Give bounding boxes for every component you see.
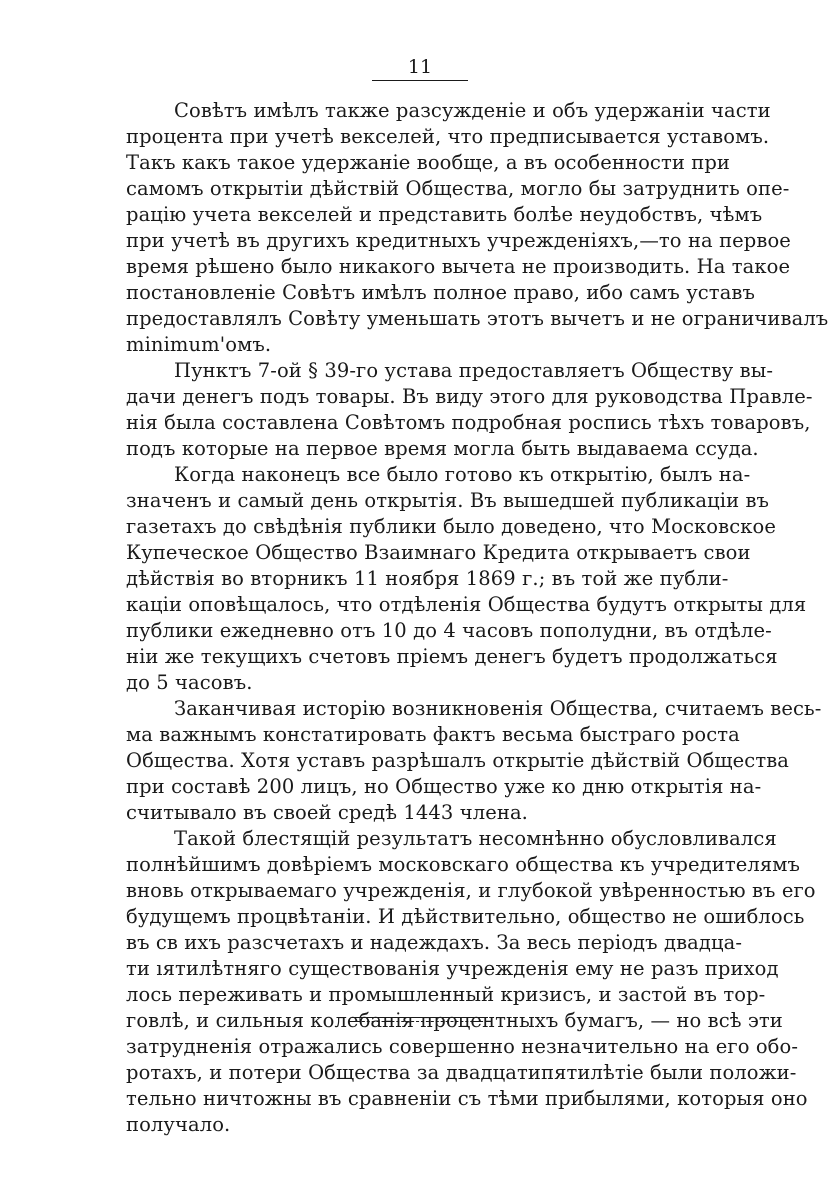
text-line: дѣйствія во вторникъ 11 ноября 1869 г.; въ той же публи- <box>126 567 729 590</box>
text-line: Заканчивая исторію возникновенія Общества, считаемъ весь- <box>174 697 822 720</box>
text-line: Совѣтъ имѣлъ также разсужденіе и объ удержаніи части <box>174 99 771 122</box>
text-line: ма важнымъ констатировать фактъ весьма быстраго роста <box>126 723 740 746</box>
text-line: постановленіе Совѣтъ имѣлъ полное право, ибо самъ уставъ <box>126 281 755 304</box>
text-line: подъ которые на первое время могла быть выдаваема ссуда. <box>126 437 759 460</box>
text-line: время рѣшено было никакого вычета не производить. На такое <box>126 255 791 278</box>
text-line: процента при учетѣ векселей, что предписывается уставомъ. <box>126 125 770 148</box>
paragraph <box>126 826 816 1138</box>
text-line: при составѣ 200 лицъ, но Общество уже ко дню открытія на- <box>126 775 762 798</box>
text-line: самомъ открытіи дѣйствій Общества, могло бы затруднить опе- <box>126 177 790 200</box>
text-line: считывало въ своей средѣ 1443 члена. <box>126 801 528 824</box>
text-line: Когда наконецъ все было готово къ открытію, былъ на- <box>174 463 751 486</box>
text-line: Такой блестящій результатъ несомнѣнно обусловливался <box>174 827 777 850</box>
text-line: Купеческое Общество Взаимнаго Кредита открываетъ свои <box>126 541 751 564</box>
text-line: лось переживать и промышленный кризисъ, и застой въ тор- <box>126 983 766 1006</box>
text-line: Общества. Хотя уставъ разрѣшалъ открытіе дѣйствій Общества <box>126 749 790 772</box>
paragraph <box>126 98 829 358</box>
body-text <box>126 98 829 1138</box>
closing-rule-line <box>352 1017 488 1018</box>
text-line: при учетѣ въ другихъ кредитныхъ учрежденіяхъ,—то на первое <box>126 229 791 252</box>
text-line: получало. <box>126 1113 231 1136</box>
page-number-rule <box>372 80 468 81</box>
text-line: каціи оповѣщалось, что отдѣленія Общества будутъ открыты для <box>126 593 807 616</box>
text-line: Такъ какъ такое удержаніе вообще, а въ особенности при <box>126 151 731 174</box>
text-line: публики ежедневно отъ 10 до 4 часовъ пополудни, въ отдѣле- <box>126 619 772 642</box>
text-line: говлѣ, и сильныя колебанія процентныхъ бумагъ, — но всѣ эти <box>126 1009 783 1032</box>
closing-ornament-rule <box>352 1017 488 1022</box>
text-line: газетахъ до свѣдѣнія публики было доведено, что Московское <box>126 515 776 538</box>
text-line: Пунктъ 7-ой § 39-го устава предоставляетъ Обществу вы- <box>174 359 774 382</box>
text-line: нія была составлена Совѣтомъ подробная роспись тѣхъ товаровъ, <box>126 411 811 434</box>
text-line: предоставлялъ Совѣту уменьшать этотъ вычетъ и не ограничивалъ <box>126 307 829 330</box>
paragraph <box>126 462 807 696</box>
text-line: minimum'омъ. <box>126 333 272 356</box>
text-line: затрудненія отражались совершенно незначительно на его обо- <box>126 1035 799 1058</box>
text-line: ніи же текущихъ счетовъ пріемъ денегъ будетъ продолжаться <box>126 645 778 668</box>
text-line: будущемъ процвѣтаніи. И дѣйствительно, общество не ошиблось <box>126 905 805 928</box>
text-line: ротахъ, и потери Общества за двадцатипятилѣтіе были положи- <box>126 1061 797 1084</box>
text-line: вновь открываемаго учрежденія, и глубокой увѣренностью въ его <box>126 879 816 902</box>
closing-rule-line <box>352 1021 488 1022</box>
text-line: дачи денегъ подъ товары. Въ виду этого для руководства Правле- <box>126 385 813 408</box>
paragraph <box>126 358 813 462</box>
paragraph <box>126 696 822 826</box>
text-line: значенъ и самый день открытія. Въ вышедшей публикаціи въ <box>126 489 770 512</box>
text-line: полнѣйшимъ довѣріемъ московскаго общества къ учредителямъ <box>126 853 801 876</box>
page-number: 11 <box>407 56 433 78</box>
text-line: тельно ничтожны въ сравненіи съ тѣми прибылями, которыя оно <box>126 1087 808 1110</box>
text-line: до 5 часовъ. <box>126 671 253 694</box>
text-line: ти ıятилѣтняго существованія учрежденія ему не разъ приход <box>126 957 779 980</box>
text-line: въ св ихъ разсчетахъ и надеждахъ. За весь періодъ двадца- <box>126 931 743 954</box>
text-line: рацію учета векселей и представить болѣе неудобствъ, чѣмъ <box>126 203 763 226</box>
